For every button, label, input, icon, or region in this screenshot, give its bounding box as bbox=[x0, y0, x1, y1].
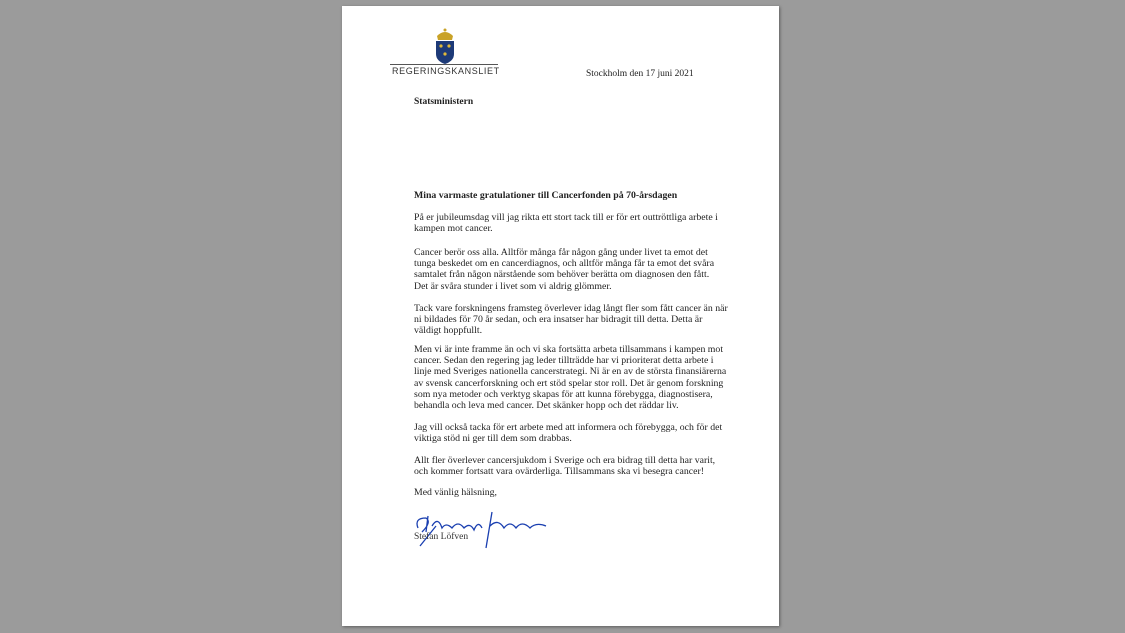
org-name: REGERINGSKANSLIET bbox=[392, 66, 500, 76]
logo-rule bbox=[390, 64, 498, 65]
paragraph-line: ni bildades för 70 år sedan, och era insatser har bidragit till detta. Detta är bbox=[414, 314, 703, 326]
paragraph bbox=[414, 247, 714, 292]
paragraph bbox=[414, 344, 726, 411]
paragraph-line: Jag vill också tacka för ert arbete med att informera och förebygga, och för det bbox=[414, 422, 723, 433]
paragraph-line: Cancer berör oss alla. Alltför många får någon gång under livet ta emot det bbox=[414, 247, 708, 258]
signatory-name: Stefan Löfven bbox=[414, 532, 469, 542]
paragraph-line: tunga beskedet om en cancerdiagnos, och alltför många får ta emot det svåra bbox=[414, 258, 715, 270]
paragraph-line: som nya metoder och verktyg skapas för att kunna förebygga, diagnostisera, bbox=[414, 388, 713, 400]
closing: Med vänlig hälsning, bbox=[414, 487, 497, 498]
handwritten-signature bbox=[412, 508, 552, 553]
paragraph-line: Men vi är inte framme än och vi ska fortsätta arbeta tillsammans i kampen mot bbox=[414, 344, 724, 355]
paragraph bbox=[414, 422, 722, 444]
paragraph-line: cancer. Sedan den regering jag leder tillträdde har vi prioriterat detta arbete i bbox=[414, 355, 714, 367]
paragraph-line: och kommer fortsatt vara ovärderliga. Tillsammans ska vi besegra cancer! bbox=[414, 466, 705, 478]
paragraph-line: Det är svåra stunder i livet som vi aldrig glömmer. bbox=[414, 280, 612, 292]
letter-page bbox=[342, 6, 779, 626]
paragraph-line: kampen mot cancer. bbox=[414, 223, 493, 235]
department: Statsministern bbox=[414, 97, 474, 107]
paragraph-line: Tack vare forskningens framsteg överlever idag långt fler som fått cancer än när bbox=[414, 303, 728, 314]
paragraph-line: linje med Sveriges nationella cancerstrategi. Ni är en av de största finansiärerna bbox=[414, 366, 727, 378]
paragraph bbox=[414, 212, 718, 234]
paragraph bbox=[414, 303, 728, 337]
paragraph bbox=[414, 455, 715, 477]
paragraph-line: Allt fler överlever cancersjukdom i Sverige och era bidrag till detta har varit, bbox=[414, 455, 716, 466]
paragraph-line: väldigt hoppfullt. bbox=[414, 325, 483, 337]
paragraph-line: samtalet från någon närstående som behöver berätta om diagnosen den fått. bbox=[414, 269, 710, 281]
letter-date: Stockholm den 17 juni 2021 bbox=[586, 69, 694, 79]
paragraph-line: behandla och leva med cancer. Det skänker hopp och det räddar liv. bbox=[414, 399, 679, 411]
letter-title: Mina varmaste gratulationer till Cancerfonden på 70-årsdagen bbox=[414, 190, 678, 201]
paragraph-line: På er jubileumsdag vill jag rikta ett stort tack till er för ert outtröttliga arbete i bbox=[414, 212, 718, 223]
paragraph-line: av svensk cancerforskning och ert stöd spelar stor roll. Det är genom forskning bbox=[414, 377, 724, 389]
paragraph-line: viktiga stöd ni ger till dem som drabbas. bbox=[414, 433, 572, 445]
